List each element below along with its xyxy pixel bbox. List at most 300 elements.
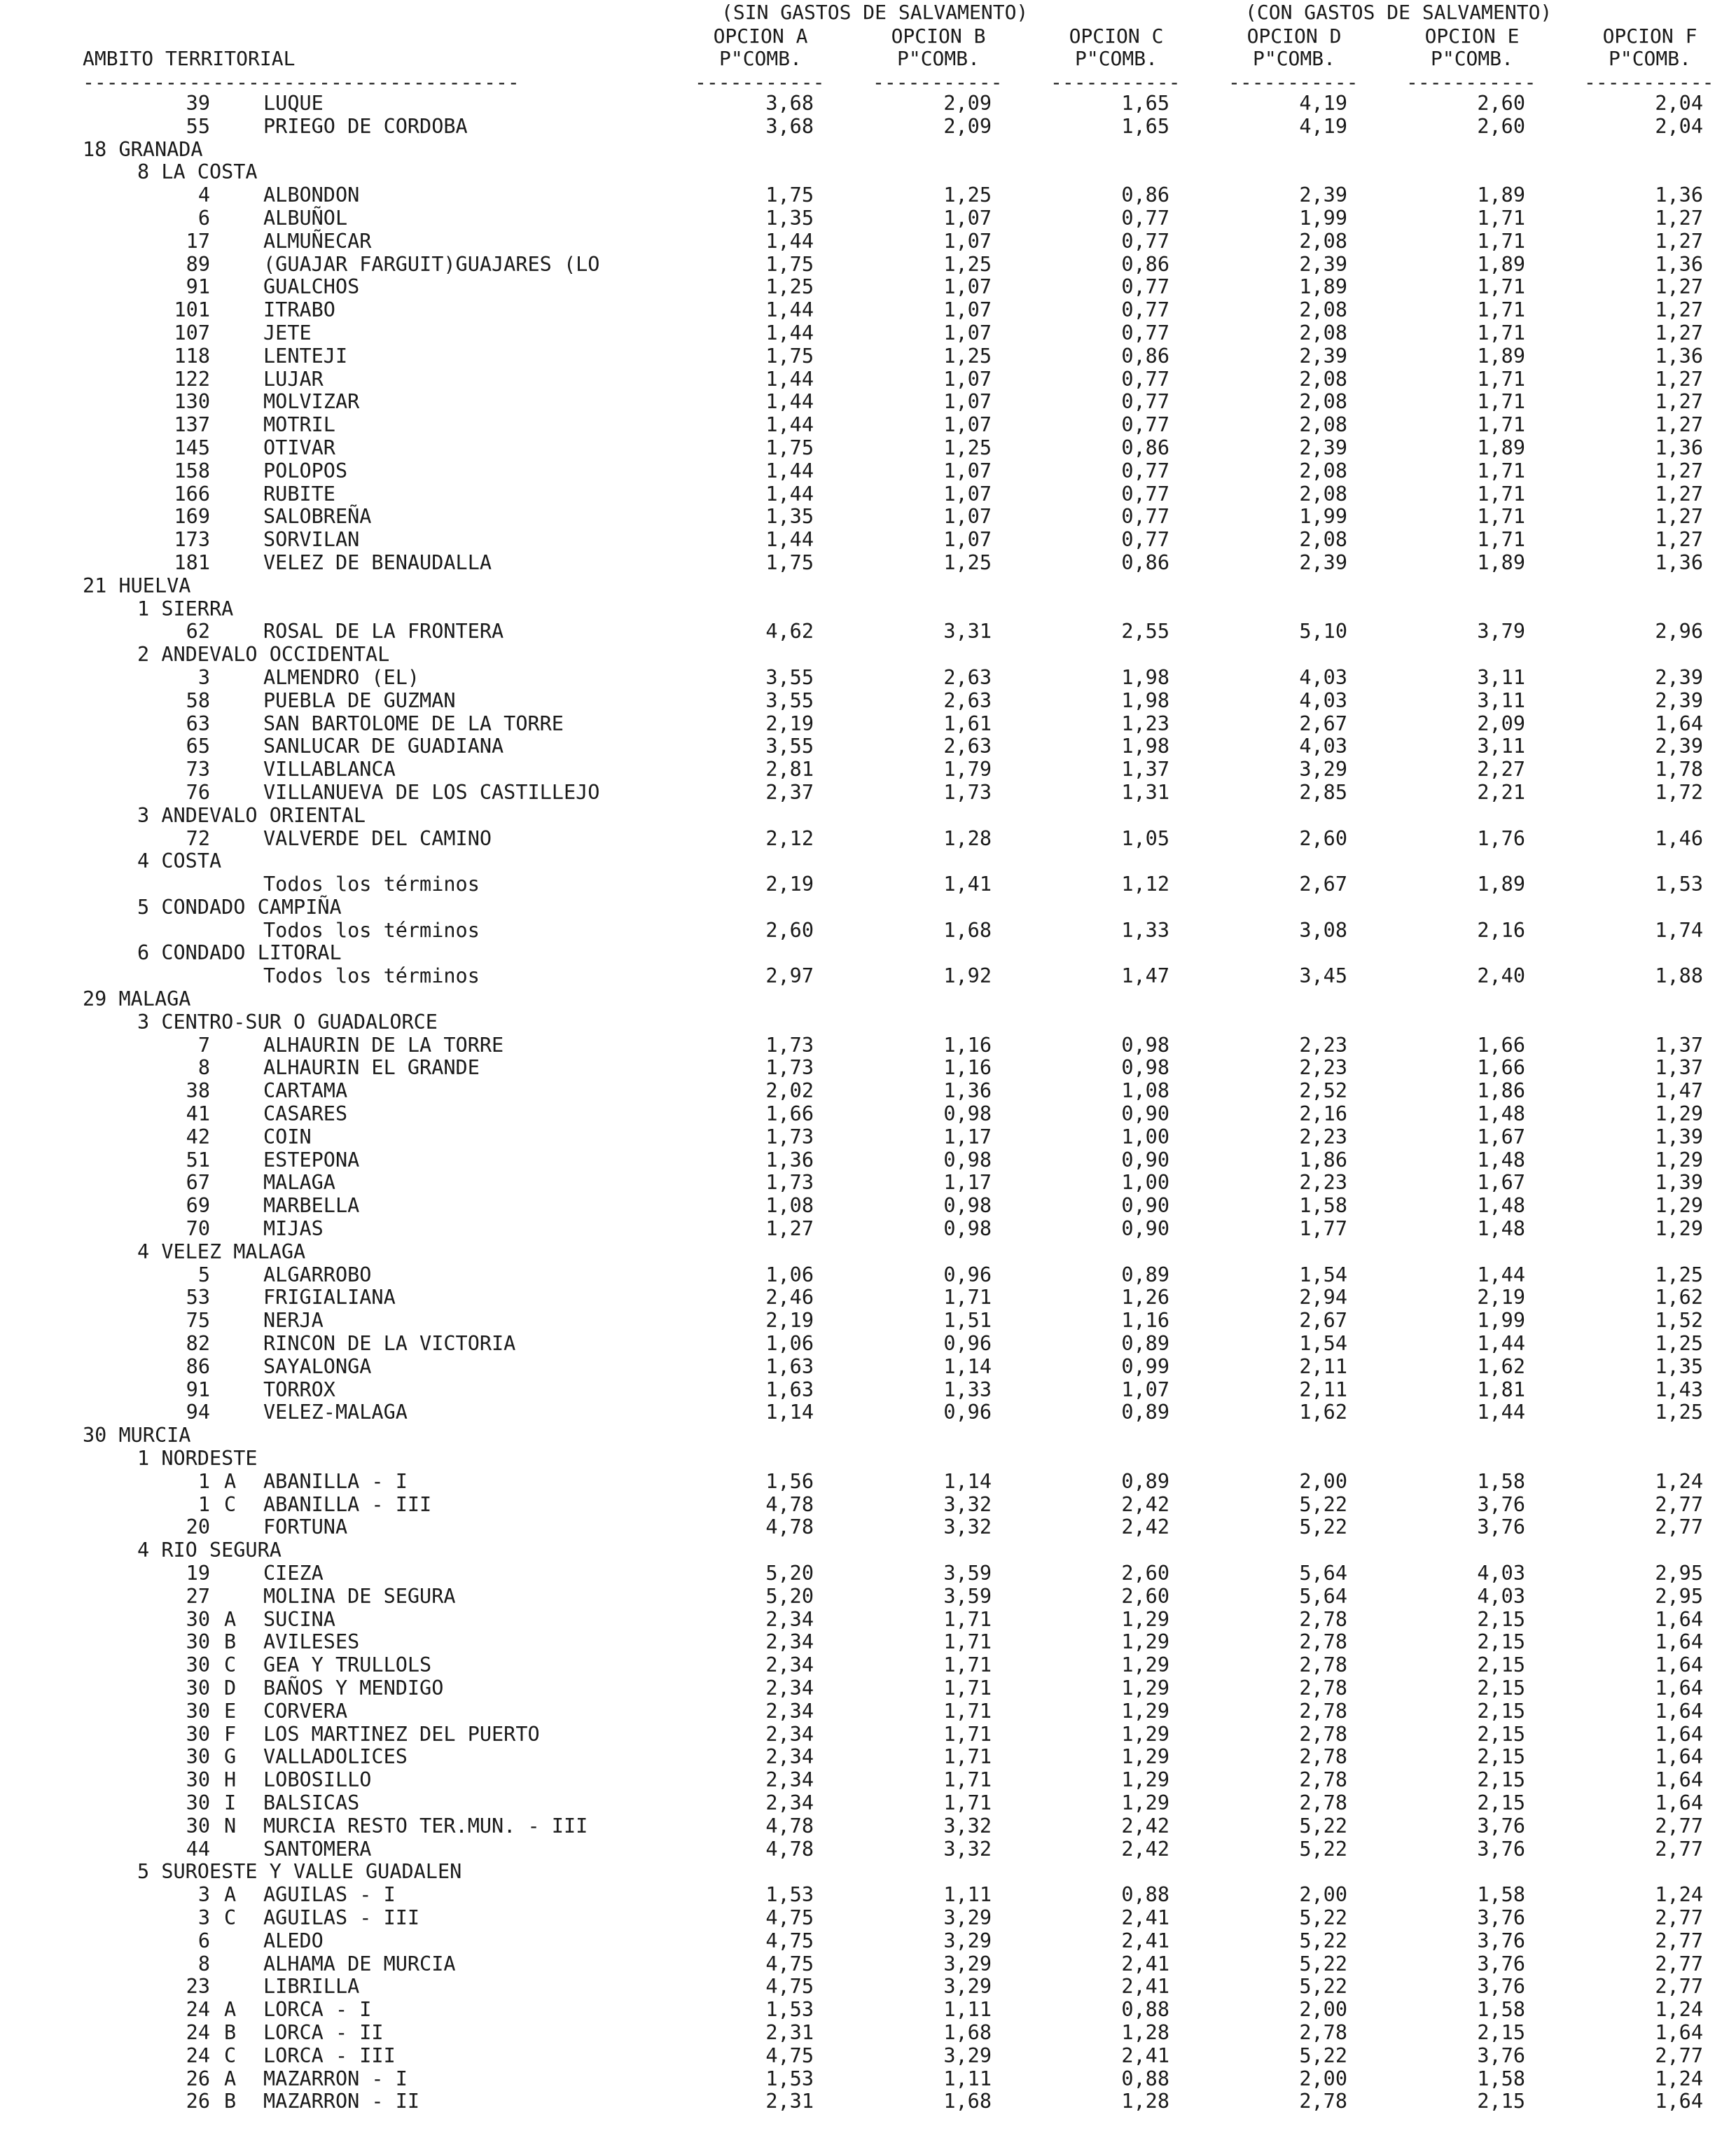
option-f-value: 1,29 — [1655, 1217, 1703, 1241]
option-a-value: 1,06 — [765, 1332, 814, 1356]
option-e-value: 1,71 — [1477, 275, 1525, 299]
municipality-name: ESTEPONA — [263, 1148, 360, 1172]
option-a-value: 1,56 — [765, 1469, 814, 1493]
table-row — [0, 2068, 1736, 2091]
option-b-value: 1,68 — [943, 2020, 992, 2044]
option-d-value: 2,08 — [1299, 229, 1347, 253]
option-b-value: 1,11 — [943, 1998, 992, 2022]
option-b-value: 0,96 — [943, 1263, 992, 1286]
table-body — [0, 92, 1736, 2113]
option-b-value: 3,29 — [943, 1906, 992, 1929]
option-a-value: 1,73 — [765, 1033, 814, 1057]
option-d-value: 2,78 — [1299, 2090, 1347, 2113]
municipality-code: 118 — [174, 344, 210, 368]
municipality-code: 91 — [186, 275, 210, 299]
option-c-value: 0,77 — [1121, 505, 1169, 529]
municipality-name: MURCIA RESTO TER.MUN. - III — [263, 1814, 588, 1838]
table-row — [0, 2022, 1736, 2045]
option-e-value: 2,21 — [1477, 780, 1525, 804]
option-e-value: 1,58 — [1477, 2067, 1525, 2090]
option-f-value: 1,27 — [1655, 505, 1703, 529]
municipality-code: 169 — [174, 505, 210, 529]
option-f-value: 1,27 — [1655, 528, 1703, 552]
comarca-row — [0, 1448, 1736, 1471]
option-c-value: 0,77 — [1121, 413, 1169, 437]
municipality-code: 53 — [186, 1286, 210, 1310]
municipality-code: 7 — [197, 1033, 210, 1057]
municipality-name: MALAGA — [263, 1171, 335, 1195]
municipality-name: MARBELLA — [263, 1194, 360, 1218]
province-label: 21 HUELVA — [83, 574, 191, 597]
option-a-value: 1,35 — [765, 505, 814, 529]
municipality-name: LUJAR — [263, 367, 324, 391]
option-f-value: 1,25 — [1655, 1332, 1703, 1356]
option-e-value: 1,89 — [1477, 183, 1525, 207]
municipality-name: MOLVIZAR — [263, 390, 360, 414]
municipality-code: 26 — [186, 2090, 210, 2113]
option-c-value: 0,89 — [1121, 1401, 1169, 1424]
municipality-name: LOBOSILLO — [263, 1768, 372, 1792]
municipality-name: SANLUCAR DE GUADIANA — [263, 735, 504, 758]
option-b-value: 0,96 — [943, 1332, 992, 1356]
option-a-value: 1,73 — [765, 1056, 814, 1080]
table-row — [0, 116, 1736, 139]
option-c-value: 1,26 — [1121, 1286, 1169, 1310]
option-b-value: 3,32 — [943, 1837, 992, 1861]
option-a-value: 1,44 — [765, 321, 814, 345]
option-c-value: 2,42 — [1121, 1492, 1169, 1516]
option-d-header: OPCION D — [1247, 25, 1342, 48]
municipality-code: 24 — [186, 2043, 210, 2067]
municipality-code: 30 — [186, 1745, 210, 1769]
option-f-value: 2,95 — [1655, 1562, 1703, 1585]
municipality-name: POLOPOS — [263, 459, 348, 483]
municipality-name: MAZARRON - I — [263, 2067, 408, 2090]
option-c-value: 0,86 — [1121, 183, 1169, 207]
option-d-value: 2,08 — [1299, 482, 1347, 506]
municipality-suffix: F — [224, 1722, 237, 1746]
option-e-value: 1,81 — [1477, 1377, 1525, 1401]
province-label: 30 MURCIA — [83, 1424, 191, 1448]
option-e-value: 2,60 — [1477, 114, 1525, 138]
table-row — [0, 1815, 1736, 1838]
municipality-code: 30 — [186, 1630, 210, 1654]
option-c-value: 0,88 — [1121, 1883, 1169, 1907]
municipality-suffix: B — [224, 2020, 237, 2044]
municipality-name: VELEZ-MALAGA — [263, 1401, 408, 1424]
table-row — [0, 1677, 1736, 1700]
option-c-value: 0,77 — [1121, 528, 1169, 552]
table-row — [0, 552, 1736, 575]
option-f-value: 1,64 — [1655, 712, 1703, 735]
option-e-value: 1,71 — [1477, 367, 1525, 391]
option-c-header: OPCION C — [1069, 25, 1164, 48]
option-b-header: OPCION B — [891, 25, 986, 48]
option-f-value: 1,27 — [1655, 206, 1703, 230]
option-d-value: 2,39 — [1299, 183, 1347, 207]
option-e-value: 1,66 — [1477, 1033, 1525, 1057]
option-f-value: 1,39 — [1655, 1125, 1703, 1148]
option-d-value: 2,78 — [1299, 1722, 1347, 1746]
option-a-value: 4,75 — [765, 1906, 814, 1929]
option-c-value: 1,65 — [1121, 92, 1169, 115]
option-f-value: 1,72 — [1655, 780, 1703, 804]
option-a-value: 4,78 — [765, 1837, 814, 1861]
option-e-value: 1,48 — [1477, 1194, 1525, 1218]
option-c-value: 1,29 — [1121, 1676, 1169, 1700]
municipality-name: Todos los términos — [263, 873, 480, 896]
option-e-value: 1,86 — [1477, 1079, 1525, 1103]
option-c-value: 0,77 — [1121, 482, 1169, 506]
municipality-suffix: H — [224, 1768, 237, 1792]
municipality-name: VELEZ DE BENAUDALLA — [263, 550, 492, 574]
option-b-value: 1,07 — [943, 206, 992, 230]
option-b-value: 1,17 — [943, 1125, 992, 1148]
municipality-code: 24 — [186, 2020, 210, 2044]
option-b-value: 1,68 — [943, 918, 992, 942]
option-d-value: 4,03 — [1299, 735, 1347, 758]
option-c-value: 0,99 — [1121, 1354, 1169, 1378]
option-f-value: 1,27 — [1655, 321, 1703, 345]
table-row — [0, 1700, 1736, 1723]
option-e-value: 1,48 — [1477, 1102, 1525, 1126]
municipality-name: VILLANUEVA DE LOS CASTILLEJO — [263, 780, 600, 804]
option-e-value: 1,89 — [1477, 873, 1525, 896]
separator-c: ----------- — [1050, 71, 1181, 94]
option-a-value: 2,31 — [765, 2020, 814, 2044]
table-row — [0, 690, 1736, 713]
option-f-value: 1,27 — [1655, 459, 1703, 483]
comarca-label: 8 LA COSTA — [137, 160, 258, 184]
option-d-value: 1,54 — [1299, 1263, 1347, 1286]
option-a-value: 2,97 — [765, 964, 814, 988]
option-c-value: 1,28 — [1121, 2090, 1169, 2113]
option-b-value: 1,36 — [943, 1079, 992, 1103]
option-e-value: 1,71 — [1477, 528, 1525, 552]
option-c-value: 1,28 — [1121, 2020, 1169, 2044]
option-f-value: 1,78 — [1655, 758, 1703, 782]
municipality-code: 3 — [197, 1906, 210, 1929]
option-c-value: 1,16 — [1121, 1309, 1169, 1333]
option-d-value: 1,99 — [1299, 505, 1347, 529]
table-row — [0, 919, 1736, 943]
option-e-value: 3,76 — [1477, 1492, 1525, 1516]
province-row — [0, 575, 1736, 598]
option-c-value: 2,41 — [1121, 1952, 1169, 1976]
table-row — [0, 620, 1736, 644]
option-e-value: 2,15 — [1477, 2020, 1525, 2044]
option-c-value: 0,77 — [1121, 390, 1169, 414]
option-a-value: 1,53 — [765, 1883, 814, 1907]
option-e-header: OPCION E — [1424, 25, 1520, 48]
comarca-row — [0, 896, 1736, 919]
option-a-value: 4,75 — [765, 1952, 814, 1976]
table-row — [0, 1034, 1736, 1057]
option-f-value: 2,77 — [1655, 1515, 1703, 1539]
option-e-value: 2,15 — [1477, 1607, 1525, 1631]
option-a-value: 2,34 — [765, 1745, 814, 1769]
option-b-value: 1,16 — [943, 1056, 992, 1080]
municipality-name: ALHAMA DE MURCIA — [263, 1952, 456, 1976]
option-b-value: 1,11 — [943, 1883, 992, 1907]
table-row — [0, 1149, 1736, 1172]
option-a-value: 1,75 — [765, 252, 814, 276]
option-b-value: 0,98 — [943, 1194, 992, 1218]
option-b-value: 3,29 — [943, 1975, 992, 1999]
group-header-with-salvage: (CON GASTOS DE SALVAMENTO) — [1245, 1, 1553, 24]
municipality-name: BALSICAS — [263, 1791, 360, 1814]
option-f-value: 1,62 — [1655, 1286, 1703, 1310]
option-b-value: 1,71 — [943, 1791, 992, 1814]
option-b-value: 2,09 — [943, 114, 992, 138]
option-d-value: 2,08 — [1299, 459, 1347, 483]
option-e-value: 1,71 — [1477, 321, 1525, 345]
option-e-value: 2,15 — [1477, 1768, 1525, 1792]
table-row — [0, 1953, 1736, 1976]
option-e-value: 1,89 — [1477, 252, 1525, 276]
municipality-code: 38 — [186, 1079, 210, 1103]
table-row — [0, 1494, 1736, 1517]
option-c-value: 1,33 — [1121, 918, 1169, 942]
municipality-suffix: B — [224, 1630, 237, 1654]
municipality-name: SALOBREÑA — [263, 505, 372, 529]
option-b-value: 2,63 — [943, 665, 992, 689]
municipality-code: 62 — [186, 620, 210, 644]
municipality-name: ITRABO — [263, 298, 335, 322]
option-e-value: 2,15 — [1477, 1676, 1525, 1700]
municipality-name: Todos los términos — [263, 964, 480, 988]
option-b-value: 3,31 — [943, 620, 992, 644]
option-f-value: 1,53 — [1655, 873, 1703, 896]
option-e-value: 1,58 — [1477, 1469, 1525, 1493]
option-c-value: 1,08 — [1121, 1079, 1169, 1103]
option-e-value: 2,16 — [1477, 918, 1525, 942]
option-d-value: 2,23 — [1299, 1033, 1347, 1057]
option-c-value: 0,77 — [1121, 275, 1169, 299]
option-a-value: 1,75 — [765, 344, 814, 368]
municipality-suffix: B — [224, 2090, 237, 2113]
option-d-value: 2,08 — [1299, 390, 1347, 414]
municipality-code: 76 — [186, 780, 210, 804]
option-d-value: 2,08 — [1299, 413, 1347, 437]
option-f-value: 2,39 — [1655, 735, 1703, 758]
option-d-value: 2,08 — [1299, 528, 1347, 552]
option-d-value: 2,23 — [1299, 1171, 1347, 1195]
municipality-name: CARTAMA — [263, 1079, 348, 1103]
option-e-value: 1,67 — [1477, 1171, 1525, 1195]
option-f-value: 1,27 — [1655, 390, 1703, 414]
option-b-value: 3,32 — [943, 1492, 992, 1516]
option-e-value: 2,19 — [1477, 1286, 1525, 1310]
option-e-value: 2,15 — [1477, 1630, 1525, 1654]
option-b-value: 1,61 — [943, 712, 992, 735]
option-d-value: 2,78 — [1299, 1699, 1347, 1723]
municipality-name: ALHAURIN EL GRANDE — [263, 1056, 480, 1080]
option-b-value: 1,51 — [943, 1309, 992, 1333]
option-f-value: 1,27 — [1655, 413, 1703, 437]
municipality-name: ALMUÑECAR — [263, 229, 372, 253]
municipality-name: PUEBLA DE GUZMAN — [263, 688, 456, 712]
option-a-value: 4,78 — [765, 1492, 814, 1516]
option-d-value: 2,67 — [1299, 1309, 1347, 1333]
municipality-code: 137 — [174, 413, 210, 437]
option-f-value: 1,64 — [1655, 1791, 1703, 1814]
option-c-value: 2,41 — [1121, 1975, 1169, 1999]
option-d-value: 5,10 — [1299, 620, 1347, 644]
option-f-value: 1,27 — [1655, 229, 1703, 253]
option-d-value: 1,58 — [1299, 1194, 1347, 1218]
comarca-label: 4 VELEZ MALAGA — [137, 1240, 306, 1263]
option-d-value: 2,39 — [1299, 550, 1347, 574]
municipality-code: 3 — [197, 665, 210, 689]
option-e-value: 2,15 — [1477, 1699, 1525, 1723]
option-c-value: 2,41 — [1121, 1929, 1169, 1952]
option-c-value: 2,41 — [1121, 1906, 1169, 1929]
option-b-value: 2,09 — [943, 92, 992, 115]
option-c-value: 0,90 — [1121, 1102, 1169, 1126]
option-f-value: 1,36 — [1655, 252, 1703, 276]
table-row — [0, 1080, 1736, 1103]
option-a-subheader: P"COMB. — [718, 47, 802, 70]
option-c-value: 1,65 — [1121, 114, 1169, 138]
table-row — [0, 1057, 1736, 1080]
option-f-value: 1,36 — [1655, 550, 1703, 574]
municipality-suffix: A — [224, 2067, 237, 2090]
option-e-value: 4,03 — [1477, 1562, 1525, 1585]
option-f-value: 1,47 — [1655, 1079, 1703, 1103]
option-a-value: 2,34 — [765, 1768, 814, 1792]
option-a-value: 2,81 — [765, 758, 814, 782]
municipality-code: 130 — [174, 390, 210, 414]
option-a-value: 2,34 — [765, 1653, 814, 1677]
option-b-subheader: P"COMB. — [896, 47, 980, 70]
option-d-value: 1,77 — [1299, 1217, 1347, 1241]
municipality-name: FRIGIALIANA — [263, 1286, 396, 1310]
comarca-label: 6 CONDADO LITORAL — [137, 941, 342, 965]
option-c-value: 1,29 — [1121, 1607, 1169, 1631]
comarca-label: 5 CONDADO CAMPIÑA — [137, 895, 342, 919]
table-row — [0, 1172, 1736, 1195]
municipality-name: SUCINA — [263, 1607, 335, 1631]
option-e-value: 3,76 — [1477, 2043, 1525, 2067]
option-b-value: 1,25 — [943, 252, 992, 276]
option-d-value: 2,78 — [1299, 1676, 1347, 1700]
option-b-value: 1,71 — [943, 1286, 992, 1310]
municipality-code: 8 — [197, 1952, 210, 1976]
table-row — [0, 667, 1736, 690]
option-c-value: 1,98 — [1121, 688, 1169, 712]
option-f-value: 1,37 — [1655, 1056, 1703, 1080]
table-row — [0, 506, 1736, 529]
municipality-code: 30 — [186, 1653, 210, 1677]
option-b-value: 1,07 — [943, 229, 992, 253]
option-d-value: 5,22 — [1299, 1975, 1347, 1999]
option-e-value: 2,15 — [1477, 1653, 1525, 1677]
option-f-value: 2,04 — [1655, 92, 1703, 115]
option-b-value: 3,59 — [943, 1584, 992, 1608]
comarca-label: 3 CENTRO-SUR O GUADALORCE — [137, 1010, 438, 1034]
option-a-value: 1,44 — [765, 229, 814, 253]
option-c-value: 0,77 — [1121, 367, 1169, 391]
option-d-value: 5,64 — [1299, 1584, 1347, 1608]
option-e-value: 1,66 — [1477, 1056, 1525, 1080]
option-a-value: 2,19 — [765, 873, 814, 896]
option-f-value: 1,24 — [1655, 1998, 1703, 2022]
option-a-value: 1,06 — [765, 1263, 814, 1286]
option-e-value: 1,62 — [1477, 1354, 1525, 1378]
option-a-value: 3,68 — [765, 114, 814, 138]
option-d-value: 2,16 — [1299, 1102, 1347, 1126]
option-a-value: 1,44 — [765, 367, 814, 391]
option-f-value: 1,39 — [1655, 1171, 1703, 1195]
option-f-value: 2,77 — [1655, 1814, 1703, 1838]
option-d-value: 3,08 — [1299, 918, 1347, 942]
municipality-code: 42 — [186, 1125, 210, 1148]
option-f-value: 1,27 — [1655, 367, 1703, 391]
option-c-value: 0,86 — [1121, 550, 1169, 574]
option-f-value: 2,77 — [1655, 1837, 1703, 1861]
option-c-value: 0,90 — [1121, 1148, 1169, 1172]
option-d-value: 4,19 — [1299, 114, 1347, 138]
option-e-value: 3,76 — [1477, 1814, 1525, 1838]
table-row — [0, 529, 1736, 552]
option-a-value: 3,55 — [765, 688, 814, 712]
option-e-value: 2,15 — [1477, 1745, 1525, 1769]
option-f-value: 2,77 — [1655, 1492, 1703, 1516]
option-d-value: 2,39 — [1299, 436, 1347, 459]
option-d-value: 2,00 — [1299, 1883, 1347, 1907]
option-b-value: 2,63 — [943, 688, 992, 712]
option-b-value: 1,71 — [943, 1699, 992, 1723]
municipality-name: SANTOMERA — [263, 1837, 372, 1861]
option-c-value: 1,23 — [1121, 712, 1169, 735]
option-e-value: 3,76 — [1477, 1837, 1525, 1861]
province-label: 18 GRANADA — [83, 137, 203, 161]
option-d-value: 5,22 — [1299, 1929, 1347, 1952]
option-c-value: 1,29 — [1121, 1722, 1169, 1746]
municipality-code: 91 — [186, 1377, 210, 1401]
group-header-without-salvage: (SIN GASTOS DE SALVAMENTO) — [721, 1, 1029, 24]
municipality-name: SAYALONGA — [263, 1354, 372, 1378]
table-row — [0, 1195, 1736, 1218]
option-a-value: 2,46 — [765, 1286, 814, 1310]
table-row — [0, 965, 1736, 988]
comarca-row — [0, 942, 1736, 965]
municipality-name: PRIEGO DE CORDOBA — [263, 114, 468, 138]
option-c-value: 0,90 — [1121, 1217, 1169, 1241]
municipality-code: 107 — [174, 321, 210, 345]
comarca-row — [0, 1539, 1736, 1562]
table-row — [0, 2090, 1736, 2113]
table-row — [0, 368, 1736, 391]
option-b-value: 1,68 — [943, 2090, 992, 2113]
option-c-value: 0,89 — [1121, 1263, 1169, 1286]
option-b-value: 1,14 — [943, 1469, 992, 1493]
option-a-value: 2,19 — [765, 1309, 814, 1333]
table-row — [0, 1401, 1736, 1424]
table-row — [0, 1103, 1736, 1126]
municipality-code: 44 — [186, 1837, 210, 1861]
option-d-value: 1,86 — [1299, 1148, 1347, 1172]
option-e-value: 1,89 — [1477, 436, 1525, 459]
option-b-value: 2,63 — [943, 735, 992, 758]
comarca-row — [0, 598, 1736, 621]
option-f-value: 1,64 — [1655, 1676, 1703, 1700]
municipality-name: CORVERA — [263, 1699, 348, 1723]
option-b-value: 3,29 — [943, 1952, 992, 1976]
option-c-value: 0,86 — [1121, 344, 1169, 368]
option-d-value: 1,62 — [1299, 1401, 1347, 1424]
